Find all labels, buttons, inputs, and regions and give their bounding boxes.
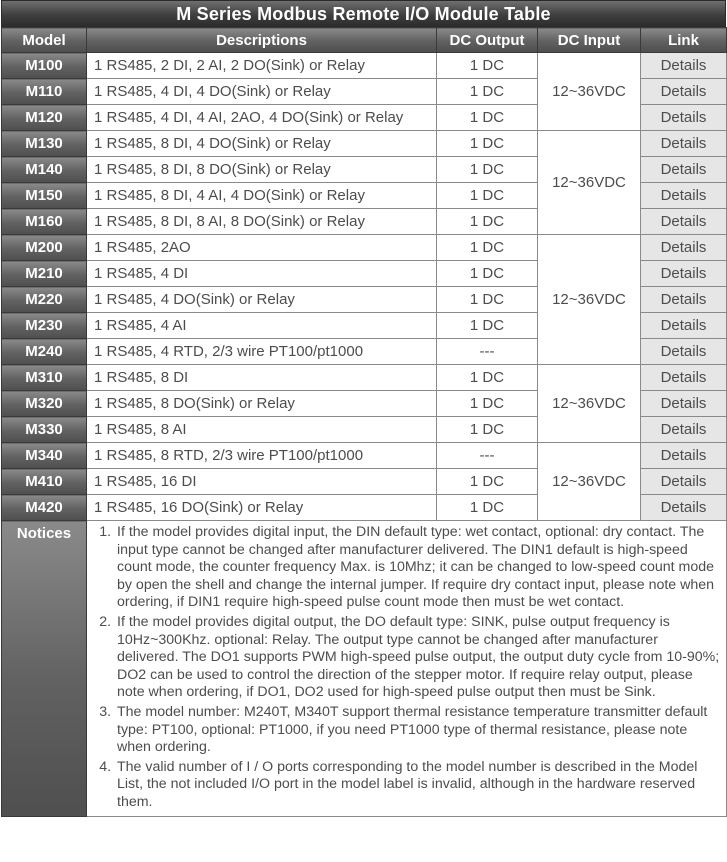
dc-output-cell: 1 DC	[437, 287, 538, 313]
details-link[interactable]: Details	[641, 313, 727, 339]
table-row	[2, 443, 727, 469]
dc-input-cell: 12~36VDC	[538, 53, 641, 131]
model-cell: M210	[2, 261, 87, 287]
details-link[interactable]: Details	[641, 339, 727, 365]
model-cell: M120	[2, 105, 87, 131]
dc-output-cell: 1 DC	[437, 79, 538, 105]
details-link[interactable]: Details	[641, 131, 727, 157]
details-link[interactable]: Details	[641, 443, 727, 469]
model-cell: M310	[2, 365, 87, 391]
table-row	[2, 365, 727, 391]
module-table	[1, 27, 727, 817]
details-link[interactable]: Details	[641, 235, 727, 261]
description-cell: 1 RS485, 4 DI	[87, 261, 437, 287]
description-cell: 1 RS485, 8 DI, 4 AI, 4 DO(Sink) or Relay	[87, 183, 437, 209]
dc-output-cell: 1 DC	[437, 365, 538, 391]
model-cell: M130	[2, 131, 87, 157]
details-link[interactable]: Details	[641, 53, 727, 79]
description-cell: 1 RS485, 8 AI	[87, 417, 437, 443]
details-link[interactable]: Details	[641, 209, 727, 235]
table-row	[2, 53, 727, 79]
header-model: Model	[2, 28, 87, 53]
description-cell: 1 RS485, 8 DI, 4 DO(Sink) or Relay	[87, 131, 437, 157]
description-cell: 1 RS485, 16 DI	[87, 469, 437, 495]
dc-input-cell: 12~36VDC	[538, 365, 641, 443]
table-title: M Series Modbus Remote I/O Module Table	[1, 0, 726, 27]
description-cell: 1 RS485, 16 DO(Sink) or Relay	[87, 495, 437, 521]
header-row	[2, 28, 727, 53]
notices-row	[2, 521, 727, 817]
notice-item: 1. If the model provides digital input, the DIN default type: wet contact, optional: dry contact. The input type cannot be changed after manufacturer delivered. The DIN1 default is high-speed count mode, the counter frequency Max. is 10Mhz; it can be changed to low-speed count mode by open the shell and change the internal jumper. If require dry contact input, please note when ordering, if DIN1 require high-speed pulse count mode then must be wet contact.	[115, 524, 720, 612]
details-link[interactable]: Details	[641, 417, 727, 443]
details-link[interactable]: Details	[641, 79, 727, 105]
dc-output-cell: 1 DC	[437, 417, 538, 443]
description-cell: 1 RS485, 2AO	[87, 235, 437, 261]
dc-input-cell: 12~36VDC	[538, 131, 641, 235]
notice-item: 3. The model number: M240T, M340T support thermal resistance temperature transmitter default type: PT100, optional: PT1000, if you need PT1000 type of thermal resistance, please note when ordering.	[115, 704, 720, 757]
model-cell: M410	[2, 469, 87, 495]
model-cell: M110	[2, 79, 87, 105]
notice-item: 4. The valid number of I / O ports corresponding to the model number is described in the Model List, the not included I/O port in the model label is invalid, although in the hardware reserved them.	[115, 759, 720, 812]
description-cell: 1 RS485, 8 DI	[87, 365, 437, 391]
details-link[interactable]: Details	[641, 495, 727, 521]
notice-item: 2. If the model provides digital output, the DO default type: SINK, pulse output frequency is 10Hz~300Khz. optional: Relay. The output type cannot be changed after manufacturer delivered. The DO1 supports PWM high-speed pulse output, the output duty cycle from 10-90%; DO2 can be used to control the direction of the stepper motor. If require relay output, please note when ordering, if DO1, DO2 used for high-speed pulse output then must be Sink.	[115, 614, 720, 702]
dc-output-cell: 1 DC	[437, 235, 538, 261]
dc-output-cell: 1 DC	[437, 261, 538, 287]
details-link[interactable]: Details	[641, 469, 727, 495]
details-link[interactable]: Details	[641, 391, 727, 417]
description-cell: 1 RS485, 8 DO(Sink) or Relay	[87, 391, 437, 417]
dc-output-cell: 1 DC	[437, 53, 538, 79]
details-link[interactable]: Details	[641, 261, 727, 287]
details-link[interactable]: Details	[641, 183, 727, 209]
dc-output-cell: 1 DC	[437, 209, 538, 235]
table-row	[2, 235, 727, 261]
model-cell: M100	[2, 53, 87, 79]
dc-input-cell: 12~36VDC	[538, 443, 641, 521]
header-descriptions: Descriptions	[87, 28, 437, 53]
model-cell: M200	[2, 235, 87, 261]
header-link: Link	[641, 28, 727, 53]
details-link[interactable]: Details	[641, 105, 727, 131]
header-dc-output: DC Output	[437, 28, 538, 53]
notices-content	[87, 521, 727, 817]
model-cell: M340	[2, 443, 87, 469]
dc-output-cell: 1 DC	[437, 313, 538, 339]
dc-output-cell: 1 DC	[437, 495, 538, 521]
table-row	[2, 131, 727, 157]
model-cell: M140	[2, 157, 87, 183]
details-link[interactable]: Details	[641, 287, 727, 313]
dc-output-cell: ---	[437, 339, 538, 365]
model-cell: M240	[2, 339, 87, 365]
model-cell: M420	[2, 495, 87, 521]
notices-list	[94, 524, 720, 812]
description-cell: 1 RS485, 2 DI, 2 AI, 2 DO(Sink) or Relay	[87, 53, 437, 79]
description-cell: 1 RS485, 8 DI, 8 AI, 8 DO(Sink) or Relay	[87, 209, 437, 235]
dc-output-cell: ---	[437, 443, 538, 469]
dc-output-cell: 1 DC	[437, 105, 538, 131]
description-cell: 1 RS485, 4 AI	[87, 313, 437, 339]
model-cell: M230	[2, 313, 87, 339]
description-cell: 1 RS485, 4 RTD, 2/3 wire PT100/pt1000	[87, 339, 437, 365]
dc-input-cell: 12~36VDC	[538, 235, 641, 365]
notices-label: Notices	[2, 521, 87, 817]
dc-output-cell: 1 DC	[437, 391, 538, 417]
dc-output-cell: 1 DC	[437, 183, 538, 209]
model-cell: M150	[2, 183, 87, 209]
description-cell: 1 RS485, 4 DO(Sink) or Relay	[87, 287, 437, 313]
model-cell: M160	[2, 209, 87, 235]
description-cell: 1 RS485, 4 DI, 4 AI, 2AO, 4 DO(Sink) or Relay	[87, 105, 437, 131]
dc-output-cell: 1 DC	[437, 157, 538, 183]
header-dc-input: DC Input	[538, 28, 641, 53]
details-link[interactable]: Details	[641, 365, 727, 391]
description-cell: 1 RS485, 8 RTD, 2/3 wire PT100/pt1000	[87, 443, 437, 469]
model-cell: M330	[2, 417, 87, 443]
description-cell: 1 RS485, 4 DI, 4 DO(Sink) or Relay	[87, 79, 437, 105]
model-cell: M320	[2, 391, 87, 417]
description-cell: 1 RS485, 8 DI, 8 DO(Sink) or Relay	[87, 157, 437, 183]
dc-output-cell: 1 DC	[437, 131, 538, 157]
details-link[interactable]: Details	[641, 157, 727, 183]
model-cell: M220	[2, 287, 87, 313]
dc-output-cell: 1 DC	[437, 469, 538, 495]
